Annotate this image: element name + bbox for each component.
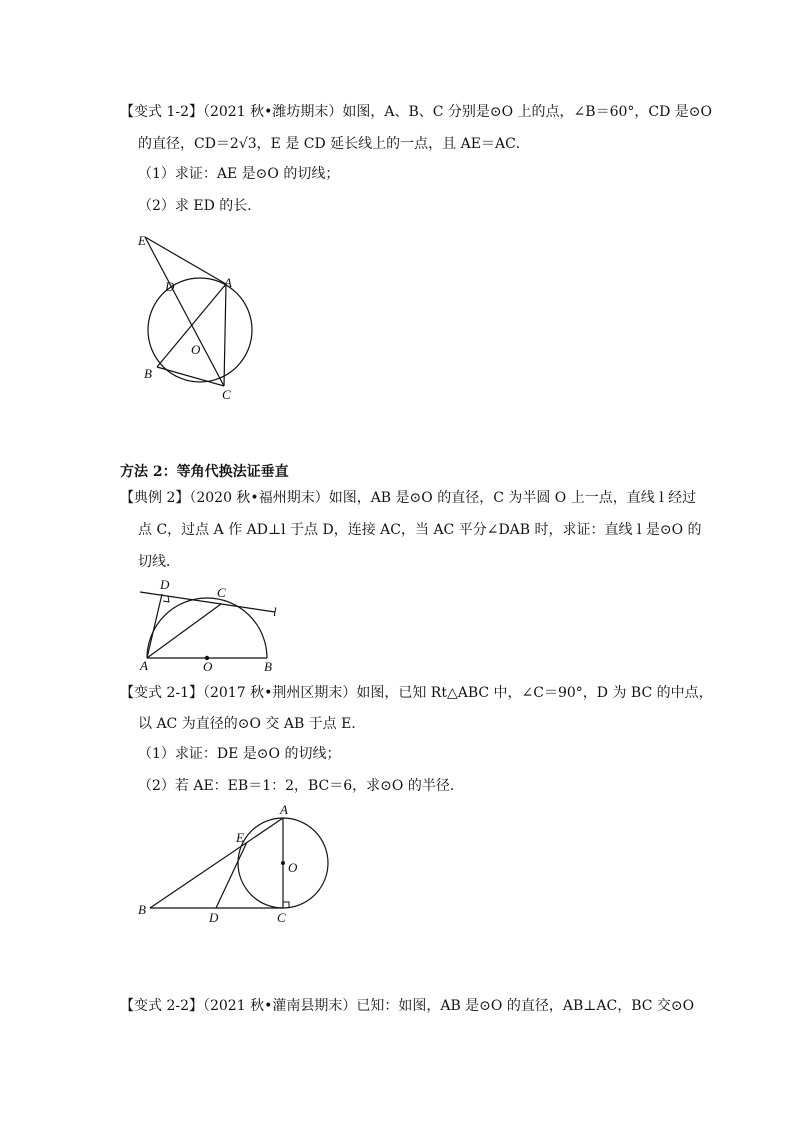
problem-2-1-question-1: （1）求证：DE 是⊙O 的切线； [138, 746, 341, 762]
label-b: B [138, 902, 146, 917]
problem-1-2-question-1: （1）求证：AE 是⊙O 的切线； [138, 166, 340, 182]
figure-circle-tangent-AE [130, 225, 270, 410]
problem-2-1-line-1: 【变式 2-1】（2017 秋•荆州区期末）如图，已知 Rt△ABC 中，∠C＝90°，D 为 BC 的中点， [120, 685, 713, 701]
label-e: E [236, 830, 244, 845]
problem-2-1-line-2: 以 AC 为直径的⊙O 交 AB 于点 E． [138, 716, 366, 732]
problem-2-2-line-1: 【变式 2-2】（2021 秋•灌南县期末）已知：如图，AB 是⊙O 的直径，AB⊥AC，BC 交⊙O [120, 998, 695, 1014]
label-o: O [288, 860, 298, 875]
method-2-heading: 方法 2：等角代换法证垂直 [120, 464, 289, 480]
label-b: B [264, 659, 272, 674]
problem-2-1-question-2: （2）若 AE：EB＝1：2，BC＝6，求⊙O 的半径． [138, 778, 464, 794]
label-c: C [217, 585, 226, 600]
label-d: D [165, 279, 175, 294]
right-angle-mark-d [163, 596, 169, 602]
label-d: D [160, 577, 170, 592]
label-o: O [191, 342, 201, 357]
problem-1-2-question-2: （2）求 ED 的长． [138, 198, 262, 214]
example-2-line-2: 点 C，过点 A 作 AD⊥l 于点 D，连接 AC，当 AC 平分∠DAB 时，求证：直线 l 是⊙O 的 [138, 522, 702, 538]
label-d: D [209, 910, 219, 925]
label-l: l [273, 604, 277, 619]
label-a: A [140, 658, 148, 673]
figure-semicircle-tangent-l [135, 575, 285, 675]
label-c: C [222, 387, 231, 402]
segment-de [216, 842, 247, 908]
label-a: A [224, 275, 232, 290]
problem-1-2-line-1: 【变式 1-2】（2021 秋•潍坊期末）如图，A、B、C 分别是⊙O 上的点，∠B＝60°，CD 是⊙O [120, 104, 712, 120]
circle-o [148, 278, 252, 382]
figure-right-triangle-circle [130, 802, 330, 927]
problem-1-2-line-2: 的直径，CD＝2√3，E 是 CD 延长线上的一点，且 AE＝AC． [138, 136, 530, 152]
right-angle-mark-c [283, 902, 289, 908]
label-e: E [138, 233, 146, 248]
example-2-line-3: 切线． [138, 554, 180, 570]
label-b: B [144, 366, 152, 381]
label-a: A [280, 802, 288, 817]
center-dot-o [281, 861, 285, 865]
label-o: O [203, 659, 213, 674]
segment-ac [224, 284, 226, 386]
label-c: C [277, 910, 286, 925]
example-2-line-1: 【典例 2】（2020 秋•福州期末）如图，AB 是⊙O 的直径，C 为半圆 O 上一点，直线 l 经过 [120, 490, 697, 506]
semicircle-o [147, 598, 267, 658]
segment-ab [150, 818, 283, 908]
segment-bc [157, 367, 224, 386]
